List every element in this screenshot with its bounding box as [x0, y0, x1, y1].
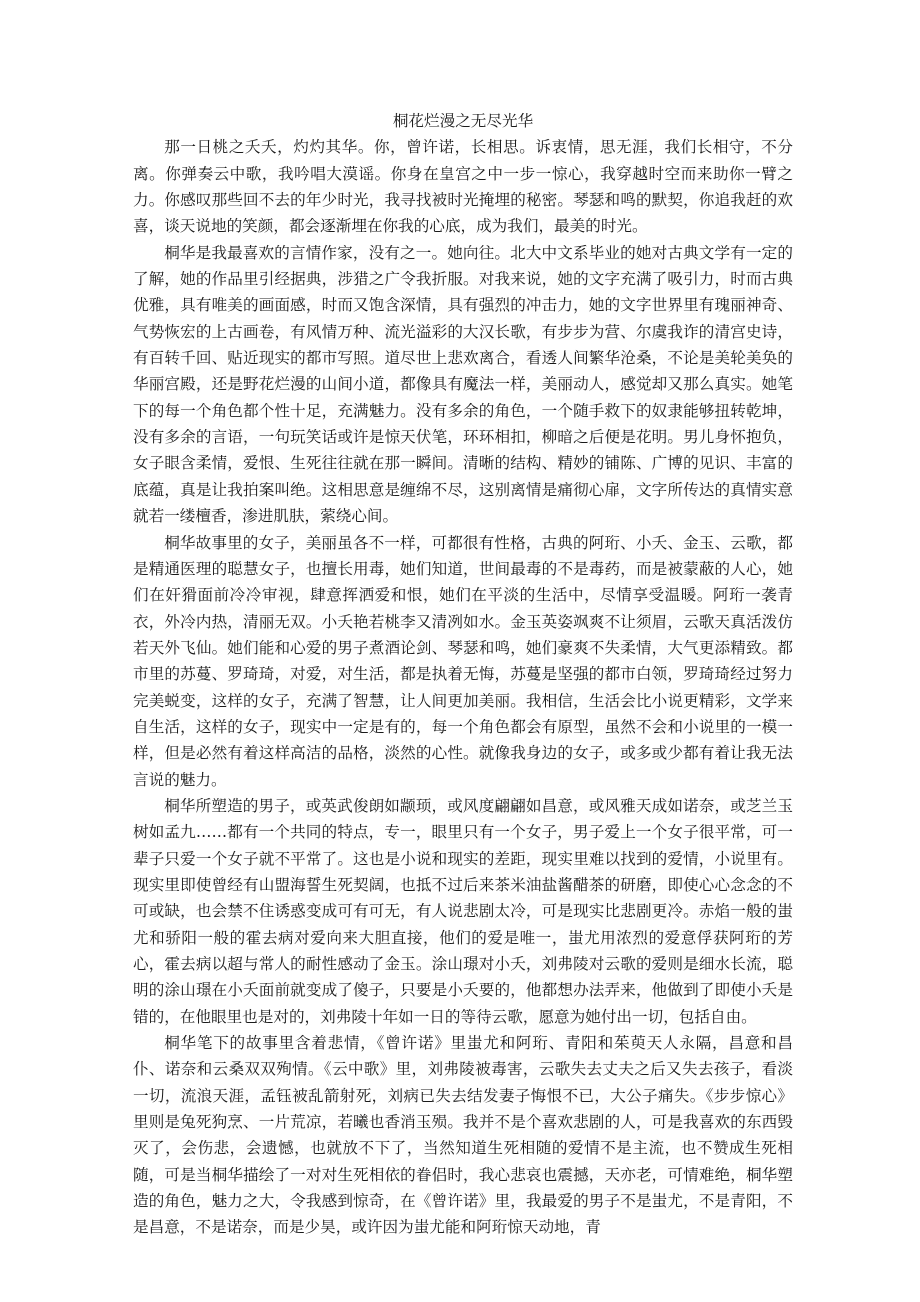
document-body	[133, 108, 793, 1241]
paragraph-2: 桐华是我最喜欢的言情作家，没有之一。她向往。北大中文系毕业的她对古典文学有一定的了解，她的作品里引经据典，涉猎之广令我折服。对我来说，她的文字充满了吸引力，时而古典优雅，具有唯美的画面感，时而又饱含深情，具有强烈的冲击力，她的文字世界里有瑰丽神奇、气势恢宏的上古画卷，有风情万种、流光溢彩的大汉长歌，有步步为营、尔虞我诈的清宫史诗，有百转千回、贴近现实的都市写照。道尽世上悲欢离合，看透人间繁华沧桑，不论是美轮美奂的华丽宫殿，还是野花烂漫的山间小道，都像具有魔法一样，美丽动人，感觉却又那么真实。她笔下的每一个角色都个性十足，充满魅力。没有多余的角色，一个随手救下的奴隶能够扭转乾坤，没有多余的言语，一句玩笑话或许是惊天伏笔，环环相扣，柳暗之后便是花明。男儿身怀抱负，女子眼含柔情，爱恨、生死往往就在那一瞬间。清晰的结构、精妙的铺陈、广博的见识、丰富的底蕴，真是让我拍案叫绝。这相思意是缠绵不尽，这别离情是痛彻心扉，文字所传达的真情实意就若一缕檀香，渗进肌肤，萦绕心间。	[133, 243, 793, 526]
paragraph-3: 桐华故事里的女子，美丽虽各不一样，可都很有性格，古典的阿珩、小夭、金玉、云歌，都是精通医理的聪慧女子，也擅长用毒，她们知道，世间最毒的不是毒药，而是被蒙蔽的人心，她们在奸猾面前冷冷审视，肆意挥洒爱和恨，她们在平淡的生活中，尽情享受温暖。阿珩一袭青衣，外冷内热，清丽无双。小夭艳若桃李又清冽如水。金玉英姿飒爽不让须眉，云歌天真活泼仿若天外飞仙。她们能和心爱的男子煮酒论剑、琴瑟和鸣，她们豪爽不失柔情，大气更添精致。都市里的苏蔓、罗琦琦，对爱，对生活，都是执着无悔，苏蔓是坚强的都市白领，罗琦琦经过努力完美蜕变，这样的女子，充满了智慧，让人间更加美丽。我相信，生活会比小说更精彩，文学来自生活，这样的女子，现实中一定是有的，每一个角色都会有原型，虽然不会和小说里的一模一样，但是必然有着这样高洁的品格，淡然的心性。就像我身边的女子，或多或少都有着让我无法言说的魅力。	[133, 533, 793, 789]
document-title: 桐花烂漫之无尽光华	[392, 112, 534, 130]
paragraph-1: 那一日桃之夭夭，灼灼其华。你，曾许诺，长相思。诉衷情，思无涯，我们长相守，不分离。你弹奏云中歌，我吟唱大漠谣。你身在皇宫之中一步一惊心，我穿越时空而来助你一臂之力。你感叹那些回不去的年少时光，我寻找被时光掩埋的秘密。琴瑟和鸣的默契，你追我赶的欢喜，谈天说地的笑颜，都会逐渐埋在你我的心底，成为我们，最美的时光。	[133, 138, 793, 236]
paragraph-5: 桐华笔下的故事里含着悲情，《曾许诺》里蚩尤和阿珩、青阳和茱萸天人永隔，昌意和昌仆、诺奈和云桑双双殉情。《云中歌》里，刘弗陵被毒害，云歌失去丈夫之后又失去孩子，看淡一切，流浪天涯，孟钰被乱箭射死，刘病已失去结发妻子悔恨不已，大公子痛失。《步步惊心》里则是兔死狗烹、一片荒凉，若曦也香消玉殒。我并不是个喜欢悲剧的人，可是我喜欢的东西毁灭了，会伤悲，会遗憾，也就放不下了，当然知道生死相随的爱情不是主流，也不赞成生死相随，可是当桐华描绘了一对对生死相依的眷侣时，我心悲哀也震撼，天亦老，可情难绝，桐华塑造的角色，魅力之大，令我感到惊奇，在《曾许诺》里，我最爱的男子不是蚩尤，不是青阳，不是昌意，不是诺奈，而是少昊，或许因为蚩尤能和阿珩惊天动地，青	[133, 1034, 793, 1237]
paragraph-4: 桐华所塑造的男子，或英武俊朗如颛顼，或风度翩翩如昌意，或风雅天成如诺奈，或芝兰玉树如孟九……都有一个共同的特点，专一，眼里只有一个女子，男子爱上一个女子很平常，可一辈子只爱一个女子就不平常了。这也是小说和现实的差距，现实里难以找到的爱情，小说里有。现实里即使曾经有山盟海誓生死契阔，也抵不过后来茶米油盐酱醋茶的研磨，即使心心念念的不可或缺，也会禁不住诱惑变成可有可无，有人说悲剧太冷，可是现实比悲剧更冷。赤焰一般的蚩尤和骄阳一般的霍去病对爱向来大胆直接，他们的爱是唯一，蚩尤用浓烈的爱意俘获阿珩的芳心，霍去病以超与常人的耐性感动了金玉。涂山璟对小夭，刘弗陵对云歌的爱则是细水长流，聪明的涂山璟在小夭面前就变成了傻子，只要是小夭要的，他都想办法弄来，他做到了即使小夭是错的，在他眼里也是对的，刘弗陵十年如一日的等待云歌，愿意为她付出一切，包括自由。	[133, 796, 793, 1026]
